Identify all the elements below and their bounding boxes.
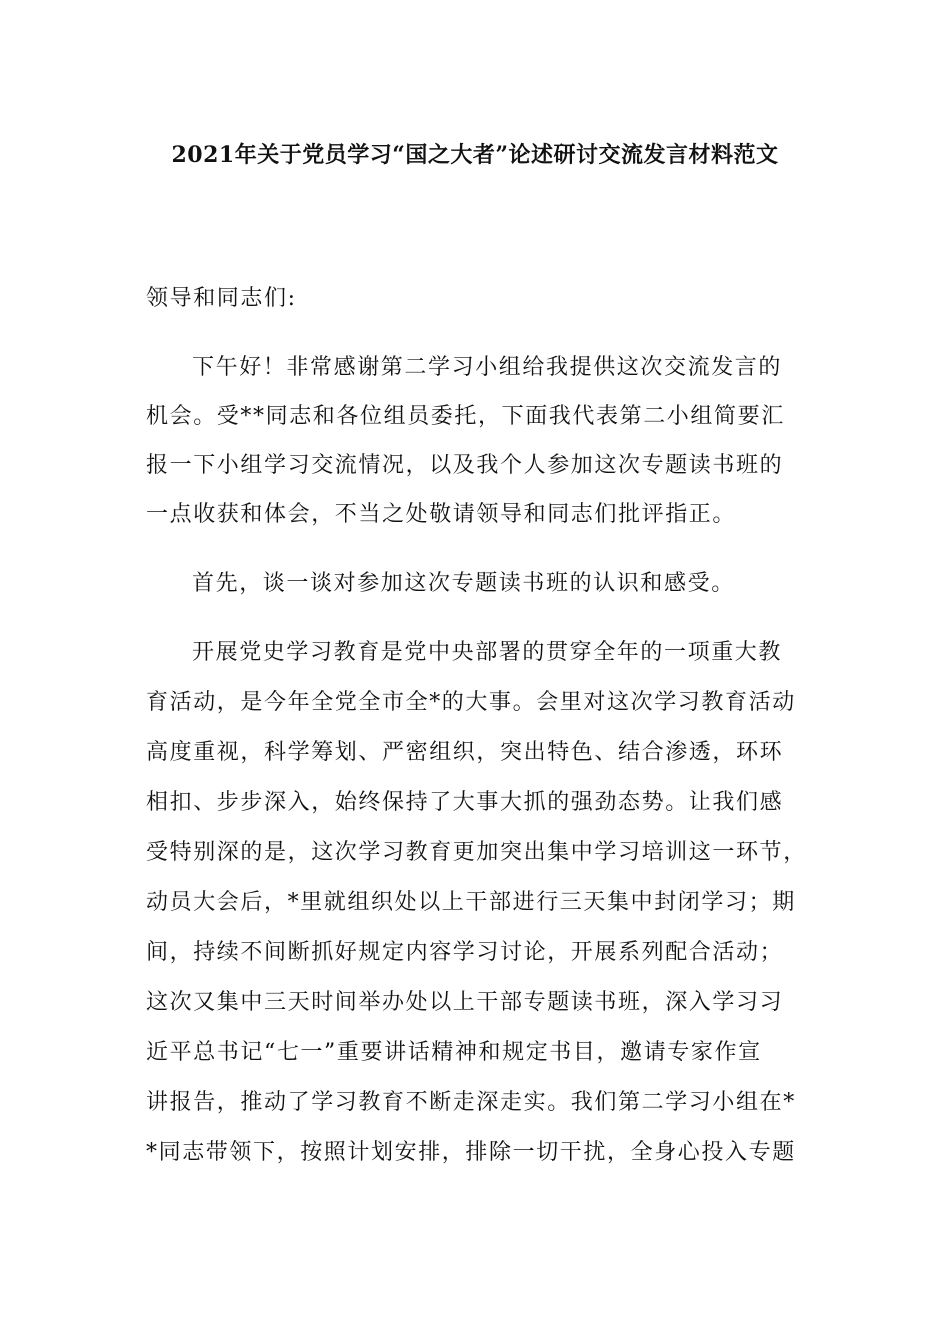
paragraph-1-line-2: 机会。受**同志和各位组员委托，下面我代表第二小组简要汇	[146, 404, 785, 429]
paragraph-1-line-1: 下午好！非常感谢第二学习小组给我提供这次交流发言的	[192, 355, 783, 380]
paragraph-3-line-10: 讲报告，推动了学习教育不断走深走实。我们第二学习小组在*	[146, 1090, 796, 1115]
paragraph-3-line-9: 近平总书记“七一”重要讲话精神和规定书目，邀请专家作宣	[146, 1040, 762, 1065]
paragraph-2-line-1: 首先，谈一谈对参加这次专题读书班的认识和感受。	[192, 571, 735, 596]
document-title: 2021年关于党员学习“国之大者”论述研讨交流发言材料范文	[171, 142, 779, 168]
paragraph-1-line-4: 一点收获和体会，不当之处敬请领导和同志们批评指正。	[146, 502, 737, 527]
paragraph-3-line-8: 这次又集中三天时间举办处以上干部专题读书班，深入学习习	[146, 990, 784, 1015]
paragraph-3-line-5: 受特别深的是，这次学习教育更加突出集中学习培训这一环节，	[146, 840, 807, 865]
paragraph-3-line-6: 动员大会后，*里就组织处以上干部进行三天集中封闭学习；期	[146, 890, 796, 915]
salutation: 领导和同志们:	[146, 286, 297, 311]
paragraph-1-line-3: 报一下小组学习交流情况，以及我个人参加这次专题读书班的	[146, 453, 784, 478]
paragraph-3-line-7: 间，持续不间断抓好规定内容学习讨论，开展系列配合活动；	[146, 940, 784, 965]
paragraph-3-line-1: 开展党史学习教育是党中央部署的贯穿全年的一项重大教	[192, 640, 783, 665]
paragraph-3-line-11: *同志带领下，按照计划安排，排除一切干扰，全身心投入专题	[146, 1140, 796, 1165]
paragraph-3-line-4: 相扣、步步深入，始终保持了大事大抓的强劲态势。让我们感	[146, 790, 784, 815]
paragraph-3-line-3: 高度重视，科学筹划、严密组织，突出特色、结合渗透，环环	[146, 740, 784, 765]
paragraph-3-line-2: 育活动，是今年全党全市全*的大事。会里对这次学习教育活动	[146, 690, 796, 715]
